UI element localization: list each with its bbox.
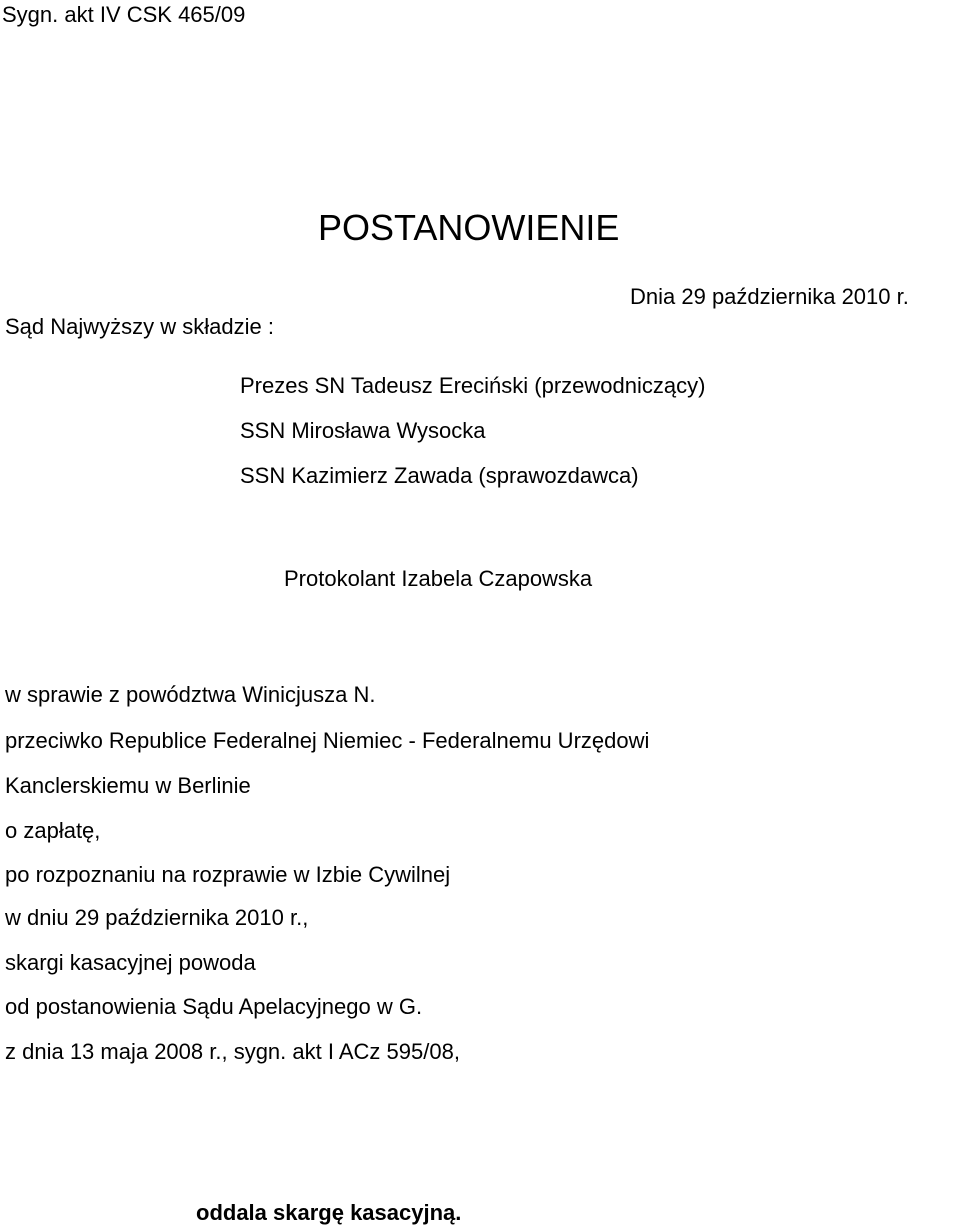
case-line: o zapłatę,	[5, 818, 101, 843]
case-line: Kanclerskiemu w Berlinie	[5, 773, 251, 798]
case-line: przeciwko Republice Federalnej Niemiec - Federalnemu Urzędowi	[5, 728, 650, 753]
court-clerk: Protokolant Izabela Czapowska	[284, 566, 593, 591]
case-line: z dnia 13 maja 2008 r., sygn. akt I ACz 595/08,	[5, 1039, 460, 1064]
document-title: POSTANOWIENIE	[318, 207, 620, 248]
judge-member: SSN Mirosława Wysocka	[240, 418, 486, 443]
court-composition-label: Sąd Najwyższy w składzie :	[5, 314, 274, 339]
case-line: skargi kasacyjnej powoda	[5, 950, 256, 975]
case-line: w dniu 29 października 2010 r.,	[5, 905, 309, 930]
ruling-date: Dnia 29 października 2010 r.	[630, 284, 909, 309]
case-line: po rozpoznaniu na rozprawie w Izbie Cywilnej	[5, 862, 451, 887]
judge-presiding: Prezes SN Tadeusz Ereciński (przewodniczący)	[240, 373, 706, 398]
case-line: od postanowienia Sądu Apelacyjnego w G.	[5, 994, 423, 1019]
case-line: w sprawie z powództwa Winicjusza N.	[5, 682, 376, 707]
ruling-decision: oddala skargę kasacyjną.	[196, 1200, 462, 1225]
case-number: Sygn. akt IV CSK 465/09	[2, 2, 246, 27]
judge-rapporteur: SSN Kazimierz Zawada (sprawozdawca)	[240, 463, 639, 488]
